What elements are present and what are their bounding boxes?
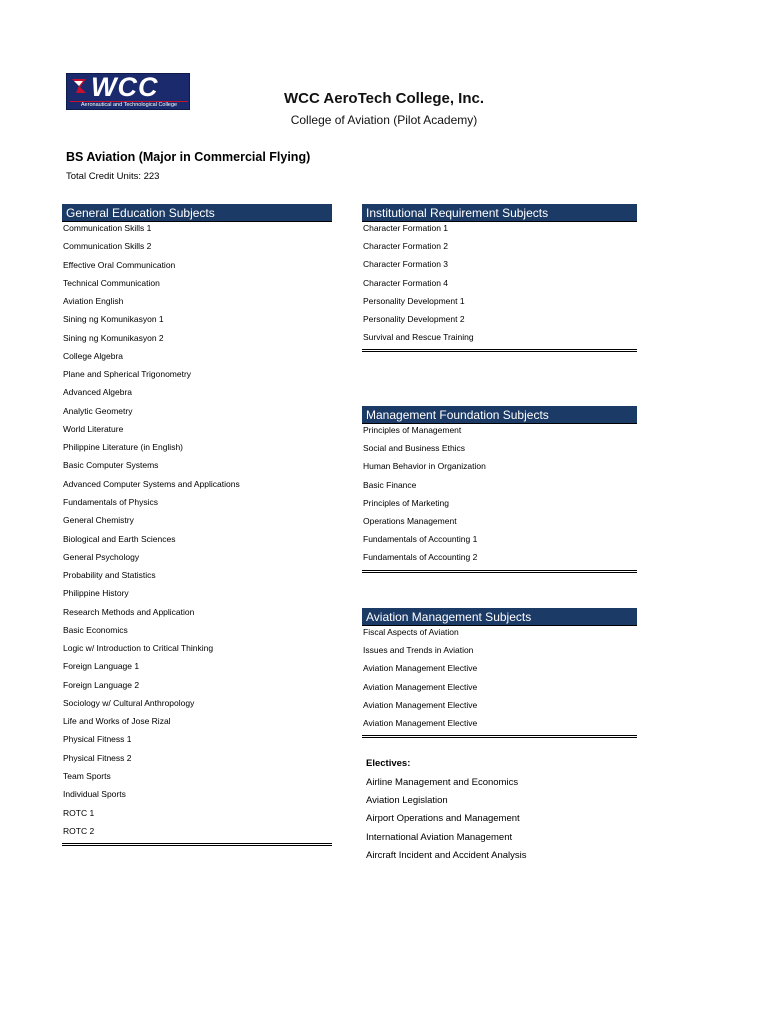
section-divider <box>362 570 637 573</box>
subject-item: Aviation Management Elective <box>363 663 478 674</box>
subject-item: Basic Computer Systems <box>63 460 159 471</box>
subject-item: Aviation English <box>63 296 124 307</box>
subject-item: Biological and Earth Sciences <box>63 533 176 544</box>
general-education-section <box>62 204 332 846</box>
subject-item: Analytic Geometry <box>63 405 133 416</box>
subject-item: Personality Development 1 <box>363 295 465 306</box>
subject-item: World Literature <box>63 423 124 434</box>
subject-item: Character Formation 2 <box>363 241 449 252</box>
subject-item: Fundamentals of Accounting 2 <box>363 552 478 563</box>
section-divider <box>362 349 637 352</box>
program-title: BS Aviation (Major in Commercial Flying) <box>66 150 311 164</box>
section-divider <box>62 843 332 846</box>
subject-item: Philippine History <box>63 588 129 599</box>
subject-item: Aviation Management Elective <box>363 699 478 710</box>
subject-item: Aircraft Incident and Accident Analysis <box>366 849 527 861</box>
subject-item: Fundamentals of Accounting 1 <box>363 534 478 545</box>
subject-item: Communication Skills 1 <box>63 223 152 233</box>
total-credit-units: Total Credit Units: 223 <box>66 171 160 182</box>
section-header: Aviation Management Subjects <box>362 608 637 626</box>
subject-item: Foreign Language 2 <box>63 679 140 690</box>
subject-item: Plane and Spherical Trigonometry <box>63 369 192 380</box>
subject-item: International Aviation Management <box>366 831 513 843</box>
subject-item: Basic Economics <box>63 624 128 635</box>
subject-item: Airline Management and Economics <box>366 777 519 788</box>
subject-list <box>362 222 637 349</box>
subject-item: Fundamentals of Physics <box>63 496 158 507</box>
subject-item: Technical Communication <box>63 277 160 288</box>
section-divider <box>362 735 637 738</box>
subject-item: Sociology w/ Cultural Anthropology <box>63 697 195 708</box>
subject-item: Research Methods and Application <box>63 606 195 617</box>
logo-wordmark: WCC <box>91 72 159 102</box>
section-header: Institutional Requirement Subjects <box>362 204 637 222</box>
subject-item: Issues and Trends in Aviation <box>363 645 474 656</box>
section-header: General Education Subjects <box>62 204 332 222</box>
subject-item: Advanced Computer Systems and Applications <box>63 478 240 489</box>
subject-item: Physical Fitness 1 <box>63 734 132 745</box>
subject-item: Personality Development 2 <box>363 313 465 324</box>
subject-item: Human Behavior in Organization <box>363 461 486 472</box>
subject-item: Principles of Management <box>363 425 462 435</box>
subject-item: Effective Oral Communication <box>63 259 176 270</box>
subject-item: Aviation Management Elective <box>363 717 478 728</box>
subject-list <box>362 626 637 735</box>
subject-item: Character Formation 1 <box>363 223 449 233</box>
college-subtitle: College of Aviation (Pilot Academy) <box>290 113 478 127</box>
subject-item: General Chemistry <box>63 515 134 526</box>
aviation-management-section <box>362 608 637 738</box>
logo-tagline: Aeronautical and Technological College <box>70 101 188 109</box>
subject-item: Principles of Marketing <box>363 497 449 508</box>
electives-title: Electives: <box>366 758 411 769</box>
subject-item: Character Formation 4 <box>363 277 449 288</box>
subject-item: Survival and Rescue Training <box>363 332 474 343</box>
subject-item: Aviation Legislation <box>366 795 448 807</box>
subject-item: Individual Sports <box>63 789 126 800</box>
subject-item: College Algebra <box>63 350 124 361</box>
subject-item: Life and Works of Jose Rizal <box>63 716 171 727</box>
institutional-requirement-section <box>362 204 637 352</box>
subject-item: ROTC 1 <box>63 807 95 818</box>
subject-item: Aviation Management Elective <box>363 681 478 692</box>
electives-list <box>366 776 527 867</box>
subject-item: General Psychology <box>63 551 140 562</box>
section-header: Management Foundation Subjects <box>362 406 637 424</box>
subject-item: Logic w/ Introduction to Critical Thinking <box>63 643 214 654</box>
subject-item: Probability and Statistics <box>63 570 156 581</box>
subject-item: Social and Business Ethics <box>363 443 466 454</box>
management-foundation-section <box>362 406 637 573</box>
subject-item: Airport Operations and Management <box>366 813 520 825</box>
subject-item: Sining ng Komunikasyon 2 <box>63 332 164 343</box>
subject-item: Character Formation 3 <box>363 259 449 270</box>
subject-item: Operations Management <box>363 515 457 526</box>
subject-item: Physical Fitness 2 <box>63 752 132 763</box>
subject-item: Fiscal Aspects of Aviation <box>363 627 459 637</box>
subject-item: Team Sports <box>63 770 111 781</box>
subject-item: ROTC 2 <box>63 825 95 836</box>
subject-item: Basic Finance <box>363 479 417 490</box>
subject-item: Advanced Algebra <box>63 387 132 398</box>
subject-item: Foreign Language 1 <box>63 661 140 672</box>
subject-item: Philippine Literature (in English) <box>63 442 184 453</box>
subject-list <box>362 424 637 570</box>
subject-item: Communication Skills 2 <box>63 241 152 252</box>
electives-section <box>366 758 527 867</box>
college-name: WCC AeroTech College, Inc. <box>283 90 485 107</box>
subject-item: Sining ng Komunikasyon 1 <box>63 314 164 325</box>
subject-list <box>62 222 332 843</box>
